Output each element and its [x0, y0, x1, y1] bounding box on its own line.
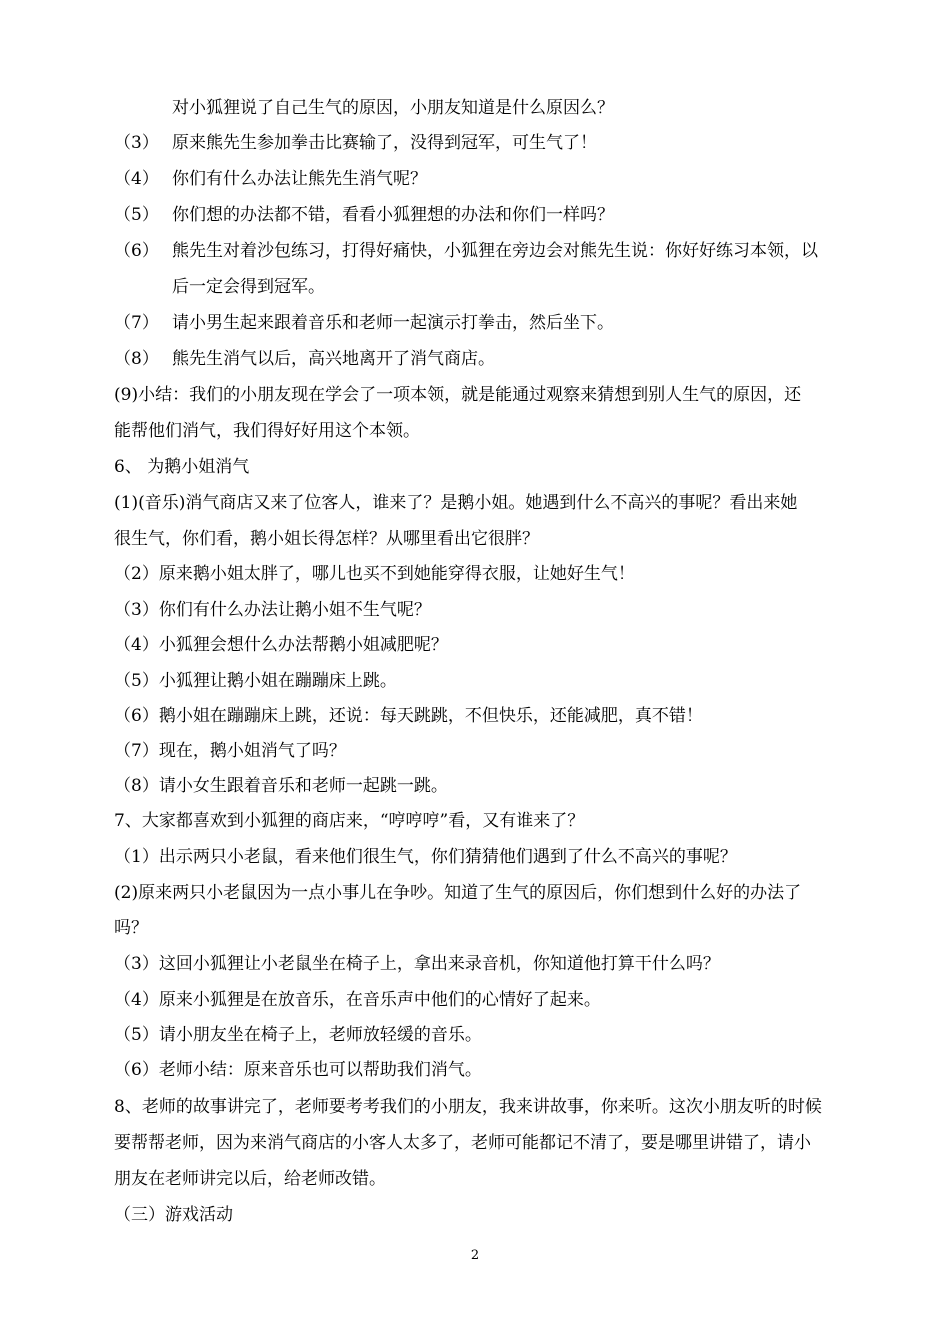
text-line: 能帮他们消气，我们得好好用这个本领。 — [114, 421, 420, 441]
list-item: （8） 熊先生消气以后，高兴地离开了消气商店。 — [114, 349, 495, 369]
text-line: 对小狐狸说了自己生气的原因，小朋友知道是什么原因么？ — [172, 98, 614, 118]
text-line: （6）老师小结：原来音乐也可以帮助我们消气。 — [114, 1060, 482, 1080]
text-line: 很生气，你们看，鹅小姐长得怎样？从哪里看出它很胖？ — [114, 529, 539, 549]
text-line: （3）这回小狐狸让小老鼠坐在椅子上，拿出来录音机，你知道他打算干什么吗？ — [114, 954, 720, 974]
text-line: （4）小狐狸会想什么办法帮鹅小姐减肥呢？ — [114, 635, 448, 655]
text-line: （2）原来鹅小姐太胖了，哪儿也买不到她能穿得衣服，让她好生气！ — [114, 564, 635, 584]
item-number: （7） — [114, 313, 159, 333]
section-heading: （三）游戏活动 — [114, 1205, 233, 1225]
text-line: (1)(音乐)消气商店又来了位客人，谁来了？是鹅小姐。她遇到什么不高兴的事呢？看出来她 — [114, 493, 798, 513]
text-line: (2)原来两只小老鼠因为一点小事儿在争吵。知道了生气的原因后，你们想到什么好的办法了 — [114, 883, 802, 903]
page-number: 2 — [470, 1248, 480, 1263]
text-line: （3）你们有什么办法让鹅小姐不生气呢？ — [114, 600, 431, 620]
text-line: （6）鹅小姐在蹦蹦床上跳，还说：每天跳跳，不但快乐，还能减肥，真不错！ — [114, 706, 703, 726]
text-line: （5）小狐狸让鹅小姐在蹦蹦床上跳。 — [114, 671, 397, 691]
section-heading: 6、 为鹅小姐消气 — [114, 457, 250, 477]
text-line: (9)小结：我们的小朋友现在学会了一项本领，就是能通过观察来猜想到别人生气的原因，还 — [114, 385, 802, 405]
list-item: （4） 你们有什么办法让熊先生消气呢？ — [114, 169, 427, 189]
text-line: （4）原来小狐狸是在放音乐，在音乐声中他们的心情好了起来。 — [114, 990, 601, 1010]
text-line: （8）请小女生跟着音乐和老师一起跳一跳。 — [114, 776, 448, 796]
text-line: 要帮帮老师，因为来消气商店的小客人太多了，老师可能都记不清了，要是哪里讲错了，请小 — [114, 1133, 811, 1153]
text-line: （7）现在，鹅小姐消气了吗？ — [114, 741, 346, 761]
item-number: （6） — [114, 241, 159, 261]
section-heading: 8、老师的故事讲完了，老师要考考我们的小朋友，我来讲故事，你来听。这次小朋友听的时候 — [114, 1097, 822, 1117]
item-number: （8） — [114, 349, 159, 369]
text-line: （1）出示两只小老鼠，看来他们很生气，你们猜猜他们遇到了什么不高兴的事呢？ — [114, 847, 737, 867]
item-number: （3） — [114, 133, 159, 153]
text-line: 朋友在老师讲完以后，给老师改错。 — [114, 1169, 386, 1189]
list-item: （5） 你们想的办法都不错，看看小狐狸想的办法和你们一样吗？ — [114, 205, 614, 225]
list-item: （3） 原来熊先生参加拳击比赛输了，没得到冠军，可生气了！ — [114, 133, 597, 153]
list-item: （6） 熊先生对着沙包练习，打得好痛快，小狐狸在旁边会对熊先生说：你好好练习本领，以 — [114, 241, 818, 261]
section-heading: 7、大家都喜欢到小狐狸的商店来，“哼哼哼”看，又有谁来了？ — [114, 811, 585, 831]
text-line: 后一定会得到冠军。 — [172, 277, 325, 297]
text-line: （5）请小朋友坐在椅子上，老师放轻缓的音乐。 — [114, 1025, 482, 1045]
list-item: （7） 请小男生起来跟着音乐和老师一起演示打拳击，然后坐下。 — [114, 313, 614, 333]
text-line: 吗？ — [114, 918, 148, 938]
item-number: （5） — [114, 205, 159, 225]
item-number: （4） — [114, 169, 159, 189]
